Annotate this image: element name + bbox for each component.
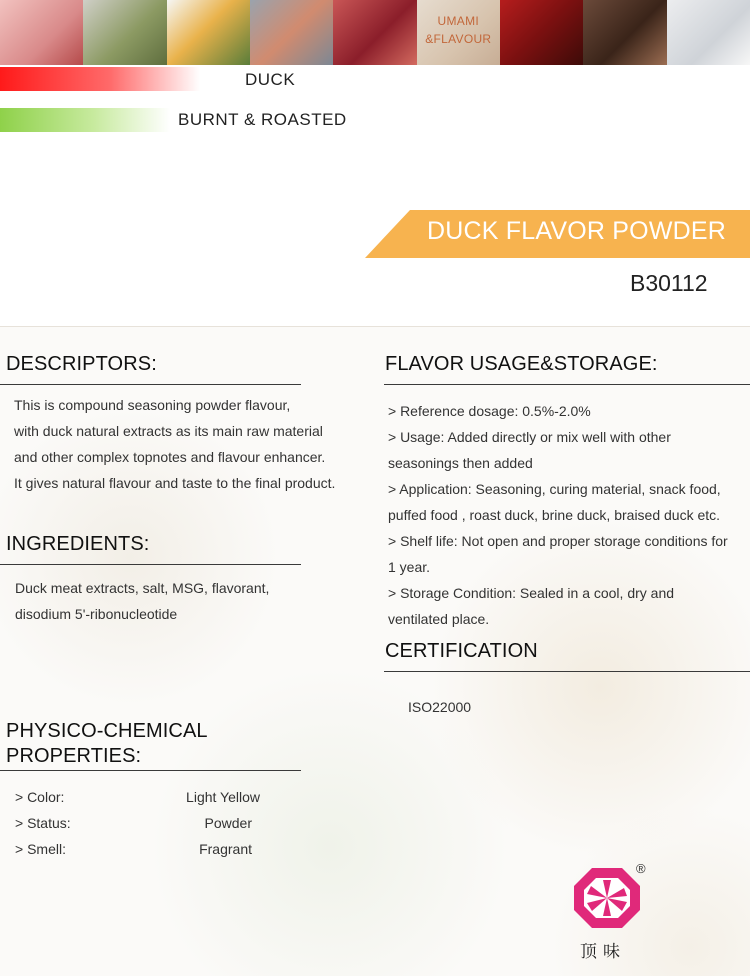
chili-photo <box>500 0 583 65</box>
property-key: > Status: <box>15 815 71 831</box>
usage-line: seasonings then added <box>388 455 533 471</box>
flavour-label: &FLAVOUR <box>425 32 492 46</box>
usage-line: > Application: Seasoning, curing material, snack food, <box>388 481 721 497</box>
usage-line: > Usage: Added directly or mix well with other <box>388 429 671 445</box>
descriptor-line: This is compound seasoning powder flavour, <box>14 397 291 413</box>
registered-mark: ® <box>636 861 646 876</box>
property-key: > Smell: <box>15 841 66 857</box>
usage-text <box>388 398 728 632</box>
descriptors-text <box>14 392 335 496</box>
property-row-status <box>15 810 252 836</box>
physico-heading <box>6 719 208 769</box>
usage-line: > Storage Condition: Sealed in a cool, dry and <box>388 585 675 601</box>
property-row-smell <box>15 836 252 862</box>
usage-rule <box>384 384 750 385</box>
pork-photo <box>0 0 83 65</box>
ingredients-text <box>15 575 269 627</box>
property-value: Powder <box>204 815 252 831</box>
certification-heading: CERTIFICATION <box>385 640 538 662</box>
physico-heading-line: PROPERTIES: <box>6 745 142 767</box>
roasted-tag-bar <box>0 108 170 132</box>
usage-line: ventilated place. <box>388 611 490 627</box>
product-code: B30112 <box>630 270 708 296</box>
usage-line: 1 year. <box>388 559 431 575</box>
descriptor-line: with duck natural extracts as its main raw material <box>14 423 323 439</box>
descriptors-heading: DESCRIPTORS: <box>6 353 157 375</box>
umami-tile <box>417 0 500 65</box>
ingredient-line: disodium 5'-ribonucleotide <box>15 606 178 622</box>
certification-rule <box>384 671 750 672</box>
property-key: > Color: <box>15 789 65 805</box>
duck-tag-bar <box>0 67 200 91</box>
brand-logo-icon <box>572 866 642 930</box>
spices-photo <box>583 0 666 65</box>
umami-label: UMAMI <box>437 14 480 28</box>
usage-heading: FLAVOR USAGE&STORAGE: <box>385 353 658 375</box>
poultry-photo <box>167 0 250 65</box>
physico-heading-line: PHYSICO-CHEMICAL <box>6 720 208 742</box>
ingredients-rule <box>0 564 301 565</box>
usage-line: puffed food , roast duck, brine duck, braised duck etc. <box>388 507 721 523</box>
usage-line: > Shelf life: Not open and proper storage conditions for <box>388 533 728 549</box>
property-value: Light Yellow <box>186 789 260 805</box>
brand-name: 顶味 <box>580 942 626 961</box>
descriptor-line: It gives natural flavour and taste to the final product. <box>14 475 336 491</box>
usage-line: > Reference dosage: 0.5%-2.0% <box>388 403 591 419</box>
property-value: Fragrant <box>199 841 252 857</box>
beef-photo <box>333 0 416 65</box>
certification-value: ISO22000 <box>408 699 472 715</box>
property-row-color <box>15 784 260 810</box>
roasted-tag-label: BURNT & ROASTED <box>178 110 347 129</box>
seafood-photo <box>250 0 333 65</box>
product-title: DUCK FLAVOR POWDER <box>427 217 726 245</box>
lamb-photo <box>83 0 166 65</box>
duck-tag-label: DUCK <box>245 70 296 89</box>
ingredient-line: Duck meat extracts, salt, MSG, flavorant, <box>15 580 270 596</box>
descriptors-rule <box>0 384 301 385</box>
physico-rule <box>0 770 301 771</box>
category-photo-strip <box>0 0 750 65</box>
descriptor-line: and other complex topnotes and flavour enhancer. <box>14 449 326 465</box>
powder-photo <box>667 0 750 65</box>
ingredients-heading: INGREDIENTS: <box>6 533 150 555</box>
